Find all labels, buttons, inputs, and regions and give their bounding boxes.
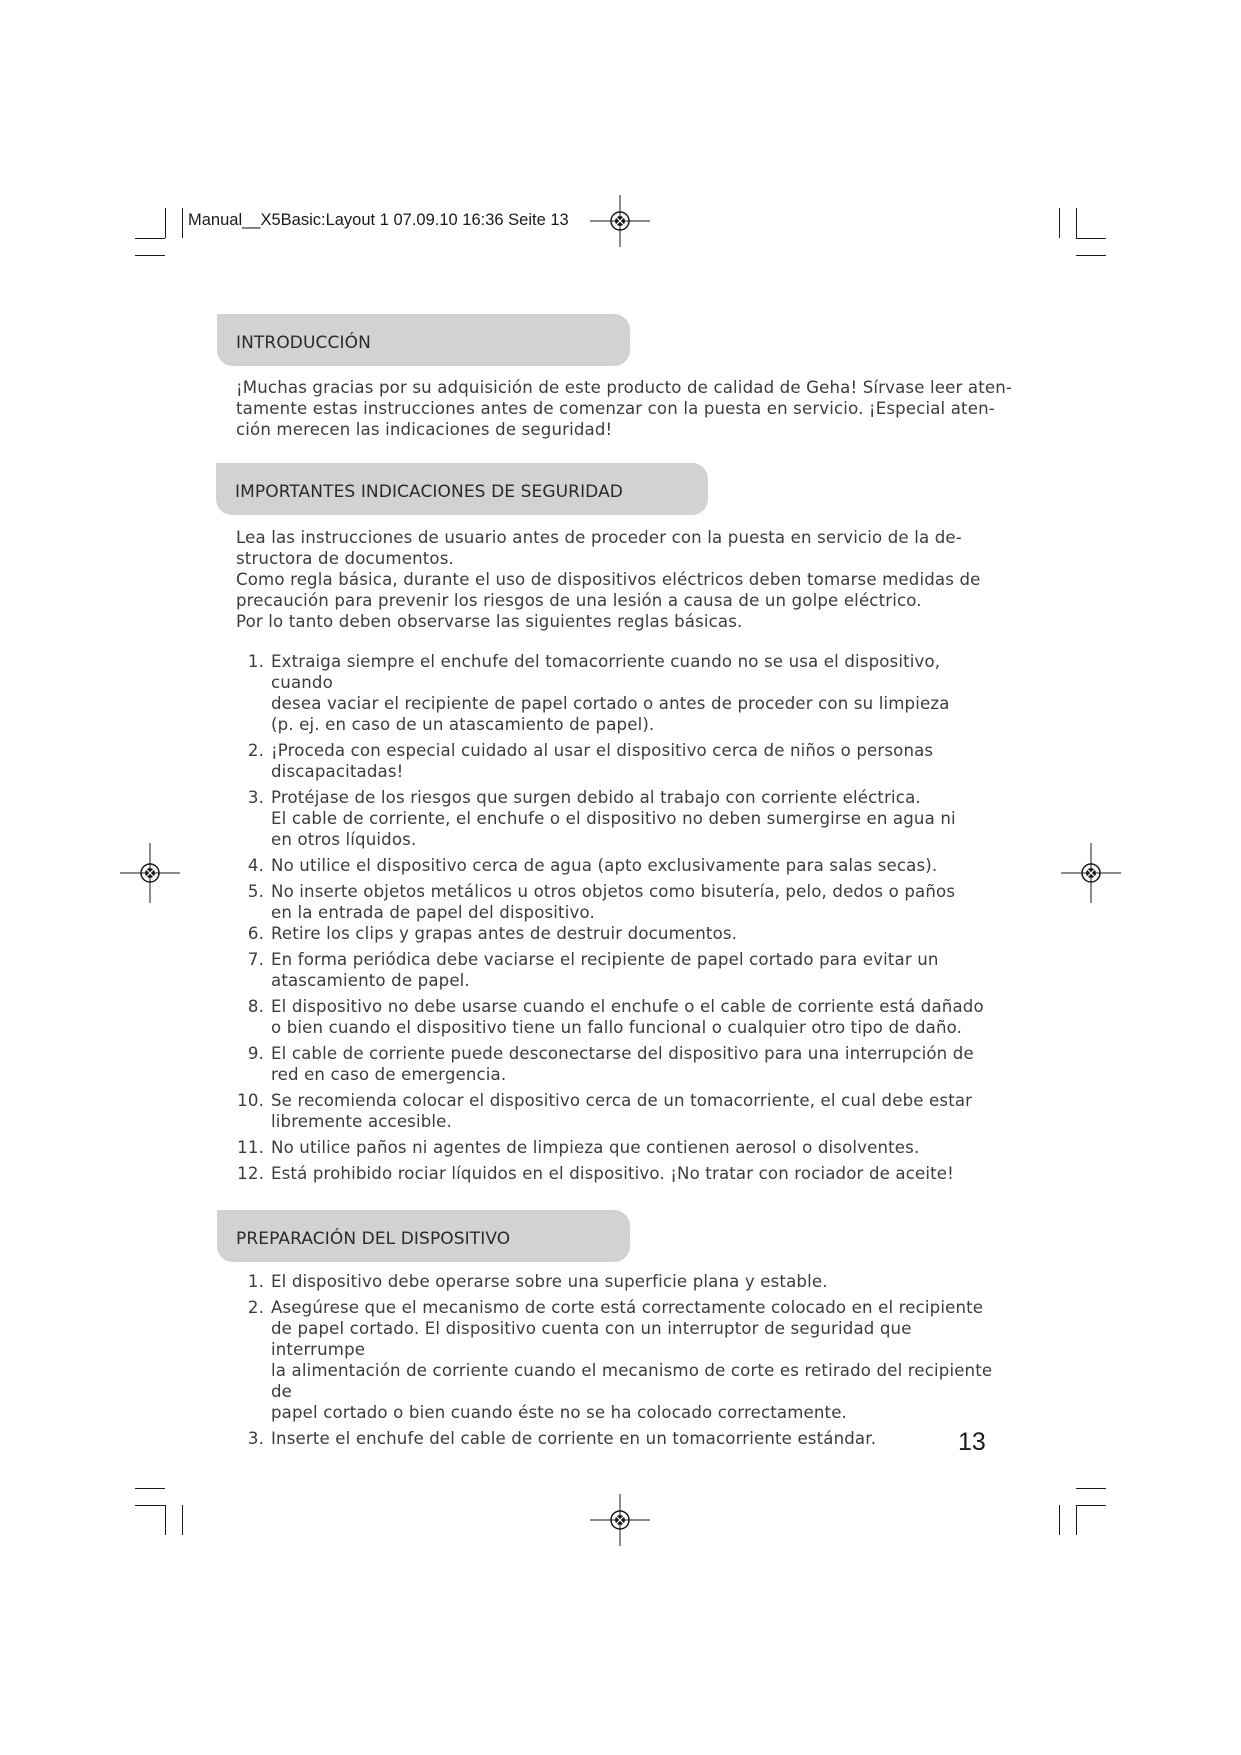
list-item-number: 3. [247, 788, 264, 807]
list-item-line: discapacitadas! [271, 762, 404, 781]
section-heading-safety-text: IMPORTANTES INDICACIONES DE SEGURIDAD [235, 482, 623, 502]
list-item-number: 4. [247, 856, 264, 875]
list-item [236, 1043, 1006, 1085]
safety-paragraph [236, 527, 1016, 632]
list-item-line: desea vaciar el recipiente de papel cortado o antes de proceder con su limpieza [271, 694, 950, 713]
list-item-number: 1. [247, 652, 264, 671]
crop-mark-bottom-right-v2 [1076, 1505, 1077, 1535]
crop-mark-top-left-v [165, 208, 166, 238]
section-heading-preparation-text: PREPARACIÓN DEL DISPOSITIVO [236, 1229, 511, 1249]
list-item [236, 1271, 1006, 1292]
list-item-number: 7. [247, 950, 264, 969]
list-item-line: la alimentación de corriente cuando el mecanismo de corte es retirado del recipiente de [271, 1361, 993, 1401]
list-item-number: 1. [247, 1272, 264, 1291]
safety-rules-list [236, 651, 1006, 1189]
crop-mark-top-right-h [1076, 238, 1106, 239]
crop-mark-bottom-right-h [1076, 1488, 1106, 1489]
list-item-line: Inserte el enchufe del cable de corriente en un tomacorriente estándar. [271, 1429, 877, 1448]
list-item-line: El dispositivo no debe usarse cuando el enchufe o el cable de corriente está dañado [271, 997, 984, 1016]
intro-paragraph [236, 377, 1016, 440]
list-item-line: o bien cuando el dispositivo tiene un fallo funcional o cualquier otro tipo de daño. [271, 1018, 963, 1037]
list-item-number: 5. [247, 882, 264, 901]
list-item-number: 11. [237, 1138, 264, 1157]
list-item-line: (p. ej. en caso de un atascamiento de papel). [271, 715, 655, 734]
list-item-line: El cable de corriente, el enchufe o el dispositivo no deben sumergirse en agua ni [271, 809, 956, 828]
list-item-number: 2. [247, 1298, 264, 1317]
registration-mark-top-icon [590, 191, 650, 251]
crop-mark-bottom-left-v2 [182, 1505, 183, 1535]
intro-line: tamente estas instrucciones antes de comenzar con la puesta en servicio. ¡Especial aten- [236, 399, 995, 418]
safety-line: Como regla básica, durante el uso de dispositivos eléctricos deben tomarse medidas de [236, 570, 981, 589]
section-heading-intro-text: INTRODUCCIÓN [236, 333, 371, 353]
safety-line: precaución para prevenir los riesgos de una lesión a causa de un golpe eléctrico. [236, 591, 922, 610]
list-item-number: 2. [247, 741, 264, 760]
list-item-number: 3. [247, 1429, 264, 1448]
section-heading-intro [217, 314, 630, 366]
list-item [236, 949, 1006, 991]
crop-mark-bottom-left-h [135, 1488, 165, 1489]
page-number: 13 [958, 1428, 986, 1456]
list-item [236, 651, 1006, 735]
section-heading-safety [216, 463, 708, 515]
list-item [236, 787, 1006, 850]
crop-mark-bottom-left-h2 [135, 1505, 165, 1506]
list-item [236, 1137, 1006, 1158]
list-item [236, 881, 1006, 923]
list-item [236, 855, 1006, 876]
list-item [236, 1163, 1006, 1184]
safety-line: Por lo tanto deben observarse las siguientes reglas básicas. [236, 612, 743, 631]
crop-mark-top-left-h [135, 238, 165, 239]
list-item-line: Extraiga siempre el enchufe del tomacorriente cuando no se usa el dispositivo, cuando [271, 652, 941, 692]
preparation-steps-list [236, 1271, 1006, 1454]
registration-mark-bottom-icon [590, 1490, 650, 1550]
list-item-line: Retire los clips y grapas antes de destruir documentos. [271, 924, 738, 943]
list-item-line: No inserte objetos metálicos u otros objetos como bisutería, pelo, dedos o paños [271, 882, 956, 901]
crop-mark-bottom-right-h2 [1076, 1505, 1106, 1506]
intro-line: ción merecen las indicaciones de seguridad! [236, 420, 613, 439]
registration-mark-left-icon [120, 843, 180, 903]
list-item-line: en la entrada de papel del dispositivo. [271, 903, 595, 922]
list-item-line: El dispositivo debe operarse sobre una superficie plana y estable. [271, 1272, 828, 1291]
list-item-line: red en caso de emergencia. [271, 1065, 507, 1084]
intro-line: ¡Muchas gracias por su adquisición de este producto de calidad de Geha! Sírvase leer aten- [236, 378, 1013, 397]
list-item [236, 1428, 1006, 1449]
list-item-line: Está prohibido rociar líquidos en el dispositivo. ¡No tratar con rociador de aceite! [271, 1164, 954, 1183]
list-item-line: papel cortado o bien cuando éste no se ha colocado correctamente. [271, 1403, 847, 1422]
crop-mark-bottom-left-v [165, 1505, 166, 1535]
section-heading-preparation [217, 1210, 630, 1262]
list-item-line: de papel cortado. El dispositivo cuenta con un interruptor de seguridad que interrumpe [271, 1319, 912, 1359]
crop-mark-top-right-h2 [1076, 255, 1106, 256]
list-item-line: atascamiento de papel. [271, 971, 470, 990]
registration-mark-right-icon [1061, 843, 1121, 903]
list-item-line: Protéjase de los riesgos que surgen debido al trabajo con corriente eléctrica. [271, 788, 921, 807]
list-item-line: En forma periódica debe vaciarse el recipiente de papel cortado para evitar un [271, 950, 939, 969]
list-item-number: 9. [247, 1044, 264, 1063]
print-slug: Manual__X5Basic:Layout 1 07.09.10 16:36 Seite 13 [188, 211, 569, 229]
list-item-line: ¡Proceda con especial cuidado al usar el dispositivo cerca de niños o personas [271, 741, 934, 760]
list-item-line: libremente accesible. [271, 1112, 452, 1131]
crop-mark-top-right-v2 [1076, 208, 1077, 238]
safety-line: structora de documentos. [236, 549, 454, 568]
list-item [236, 1090, 1006, 1132]
safety-line: Lea las instrucciones de usuario antes de proceder con la puesta en servicio de la de- [236, 528, 962, 547]
list-item-number: 10. [237, 1091, 264, 1110]
list-item-line: en otros líquidos. [271, 830, 417, 849]
list-item-line: Asegúrese que el mecanismo de corte está correctamente colocado en el recipiente [271, 1298, 984, 1317]
list-item [236, 1297, 1006, 1423]
list-item-line: No utilice paños ni agentes de limpieza que contienen aerosol o disolventes. [271, 1138, 920, 1157]
list-item-line: Se recomienda colocar el dispositivo cerca de un tomacorriente, el cual debe estar [271, 1091, 973, 1110]
list-item-number: 6. [247, 924, 264, 943]
list-item-number: 8. [247, 997, 264, 1016]
crop-mark-top-left-v2 [182, 208, 183, 238]
list-item [236, 996, 1006, 1038]
list-item-line: No utilice el dispositivo cerca de agua (apto exclusivamente para salas secas). [271, 856, 938, 875]
crop-mark-bottom-right-v [1059, 1505, 1060, 1535]
crop-mark-top-left-h2 [135, 255, 165, 256]
list-item [236, 923, 1006, 944]
list-item [236, 740, 1006, 782]
list-item-line: El cable de corriente puede desconectarse del dispositivo para una interrupción de [271, 1044, 974, 1063]
list-item-number: 12. [237, 1164, 264, 1183]
crop-mark-top-right-v [1059, 208, 1060, 238]
